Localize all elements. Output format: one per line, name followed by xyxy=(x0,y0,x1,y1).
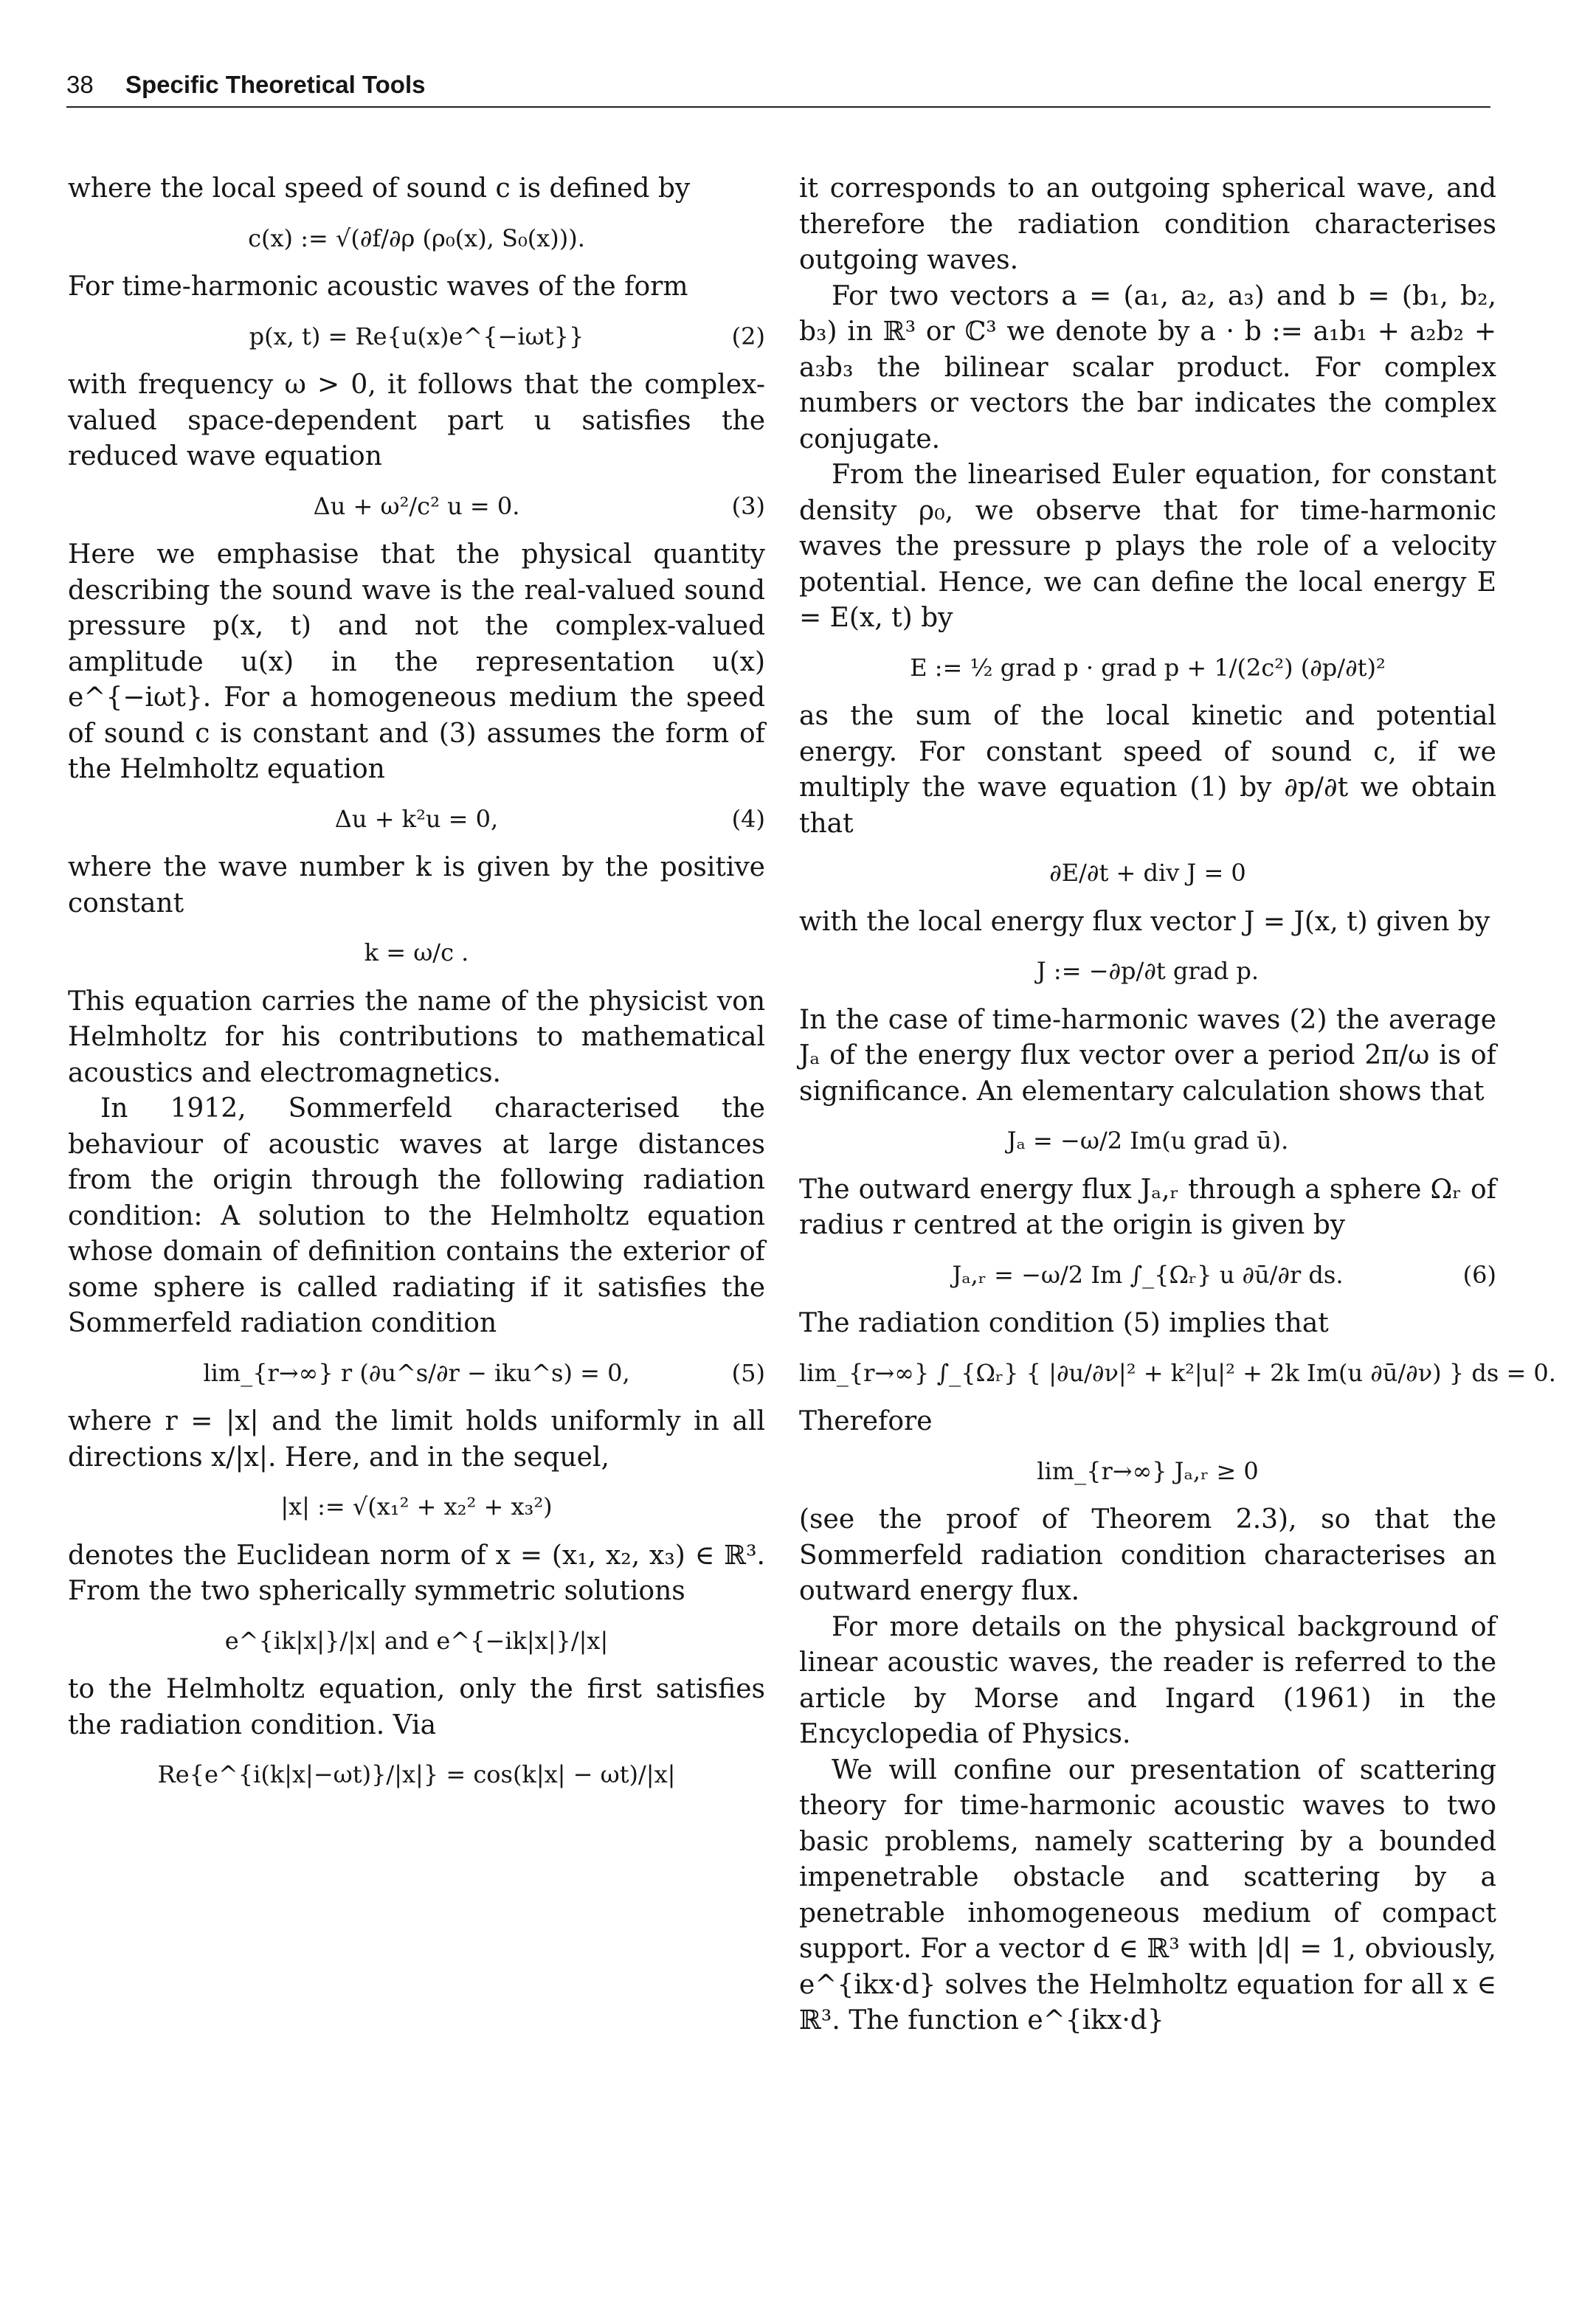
equation-sound-speed: c(x) := √(∂f/∂ρ (ρ₀(x), S₀(x))). xyxy=(248,224,585,252)
equation-solutions: e^{ik|x|}/|x| and e^{−ik|x|}/|x| xyxy=(224,1626,609,1655)
paragraph: For two vectors a = (a₁, a₂, a₃) and b = (b₁, b₂, b₃) in ℝ³ or ℂ³ we denote by a · b := a₁b₁ + a₂b₂ + a₃b₃ the bilinear scalar product. For complex numbers or vectors the bar indicates the complex conjugate. xyxy=(799,280,1496,454)
equation-3: Δu + ω²/c² u = 0. (3) xyxy=(68,488,765,525)
equation-number: (6) xyxy=(1462,1260,1496,1289)
paragraph: with frequency ω > 0, it follows that the complex-valued space-dependent part u satisfies the reduced wave equation xyxy=(68,370,765,471)
right-column xyxy=(799,171,1556,2039)
running-header xyxy=(66,69,1490,108)
paragraph: We will confine our presentation of scattering theory for time-harmonic acoustic waves to two basic problems, namely scattering by a bounded impenetrable obstacle and scattering by a penetrable inhomogeneous medium of compact support. For a vector d ∈ ℝ³ with |d| = 1, obviously, e^{ikx·d} solves the Helmholtz equation for all x ∈ ℝ³. The function e^{ikx·d} xyxy=(799,1754,1496,2036)
equation-6: Jₐ,ᵣ = −ω/2 Im ∫_{Ωᵣ} u ∂ū/∂r ds. (6) xyxy=(799,1257,1496,1293)
paragraph: The radiation condition (5) implies that xyxy=(799,1308,1329,1338)
equation-limit-nonnegative: lim_{r→∞} Jₐ,ᵣ ≥ 0 xyxy=(1037,1456,1259,1485)
equation-4: Δu + k²u = 0, (4) xyxy=(68,801,765,837)
paragraph: In the case of time-harmonic waves (2) the average Jₐ of the energy flux vector over a period 2π/ω is of significance. An elementary calculation shows that xyxy=(799,1004,1496,1107)
equation-flux: J := −∂p/∂t grad p. xyxy=(1036,957,1260,985)
paragraph: In 1912, Sommerfeld characterised the behaviour of acoustic waves at large distances from the origin through the following radiation condition: A solution to the Helmholtz equation whose domain of definition contains the exterior of some sphere is called radiating if it satisfies the Sommerfeld radiation condition xyxy=(68,1093,765,1338)
equation-norm: |x| := √(x₁² + x₂² + x₃²) xyxy=(280,1493,553,1521)
page-number: 38 xyxy=(66,71,94,98)
paragraph: as the sum of the local kinetic and potential energy. For constant speed of sound c, if we multiply the wave equation (1) by ∂p/∂t we obtain that xyxy=(799,701,1496,839)
equation-number: (5) xyxy=(731,1358,765,1387)
equation-number: (2) xyxy=(731,322,765,350)
paragraph: Therefore xyxy=(799,1406,933,1436)
paragraph: with the local energy flux vector J = J(x, t) given by xyxy=(799,906,1490,937)
equation-limit-integral: lim_{r→∞} ∫_{Ωᵣ} { |∂u/∂ν|² + k²|u|² + 2k Im(u ∂ū/∂ν) } ds = 0. xyxy=(799,1358,1556,1387)
paragraph: where the wave number k is given by the positive constant xyxy=(68,852,765,919)
paragraph: For time-harmonic acoustic waves of the form xyxy=(68,272,688,302)
paragraph: (see the proof of Theorem 2.3), so that the Sommerfeld radiation condition characterises an outward energy flux. xyxy=(799,1504,1496,1606)
header-rule xyxy=(66,106,1490,108)
chapter-title: Specific Theoretical Tools xyxy=(125,71,426,98)
paragraph: Here we emphasise that the physical quantity describing the sound wave is the real-valued sound pressure p(x, t) and not the complex-valued amplitude u(x) in the representation u(x) e^{−iωt}. For a homogeneous medium the speed of sound c is constant and (3) assumes the form of the Helmholtz equation xyxy=(68,539,765,784)
paragraph: where the local speed of sound c is defined by xyxy=(68,173,691,204)
equation-conservation: ∂E/∂t + div J = 0 xyxy=(1049,859,1246,887)
equation-real-part: Re{e^{i(k|x|−ωt)}/|x|} = cos(k|x| − ωt)/|x| xyxy=(157,1760,676,1788)
equation-5: lim_{r→∞} r (∂u^s/∂r − iku^s) = 0, (5) xyxy=(68,1355,765,1391)
left-column xyxy=(68,171,765,1806)
equation-number: (3) xyxy=(731,491,765,520)
equation-average-flux: Jₐ = −ω/2 Im(u grad ū). xyxy=(1006,1127,1289,1155)
paragraph: it corresponds to an outgoing spherical wave, and therefore the radiation condition characterises outgoing waves. xyxy=(799,173,1496,275)
paragraph: This equation carries the name of the physicist von Helmholtz for his contributions to mathematical acoustics and electromagnetics. xyxy=(68,986,765,1088)
equation-wave-number: k = ω/c . xyxy=(364,938,469,966)
paragraph: denotes the Euclidean norm of x = (x₁, x₂, x₃) ∈ ℝ³. From the two spherically symmetric solutions xyxy=(68,1540,765,1606)
paragraph: where r = |x| and the limit holds uniformly in all directions x/|x|. Here, and in the sequel, xyxy=(68,1406,765,1473)
equation-number: (4) xyxy=(731,804,765,833)
equation-energy: E := ½ grad p · grad p + 1/(2c²) (∂p/∂t)² xyxy=(910,653,1386,682)
paragraph: to the Helmholtz equation, only the first satisfies the radiation condition. Via xyxy=(68,1674,765,1740)
equation-2: p(x, t) = Re{u(x)e^{−iωt}} (2) xyxy=(68,319,765,355)
paragraph: For more details on the physical background of linear acoustic waves, the reader is referred to the article by Morse and Ingard (1961) in the Encyclopedia of Physics. xyxy=(799,1611,1496,1749)
paragraph: From the linearised Euler equation, for constant density ρ₀, we observe that for time-harmonic waves the pressure p plays the role of a velocity potential. Hence, we can define the local energy E = E(x, t) by xyxy=(799,460,1496,633)
paragraph: The outward energy flux Jₐ,ᵣ through a sphere Ωᵣ of radius r centred at the origin is given by xyxy=(799,1174,1496,1240)
